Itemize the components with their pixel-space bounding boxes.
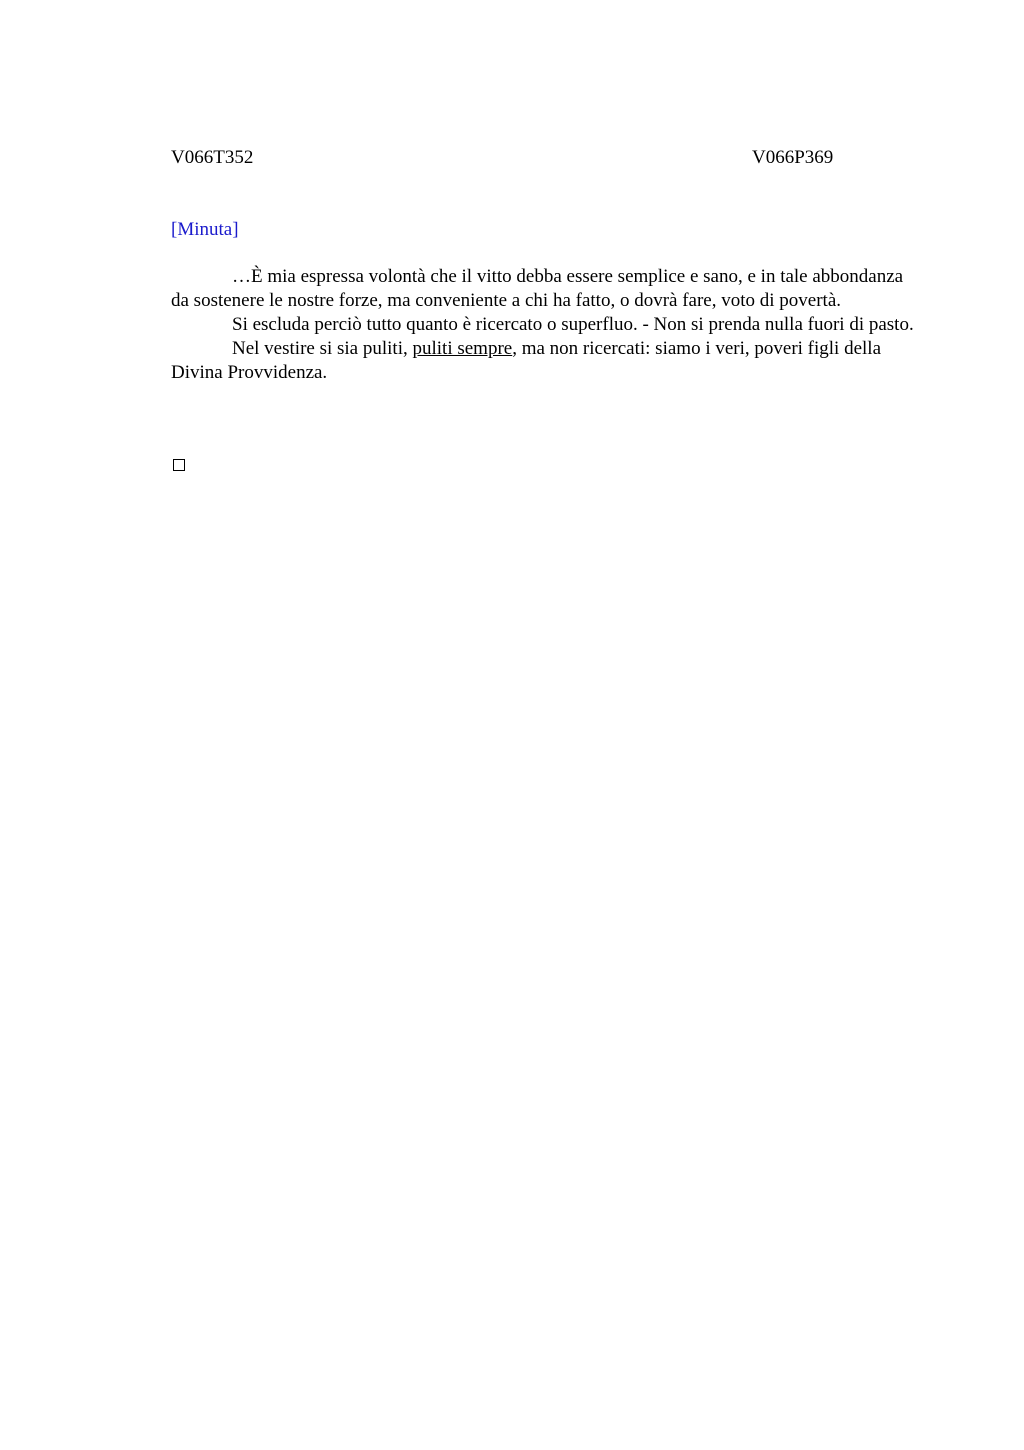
document-code-left: V066T352 [171, 147, 254, 168]
paragraph-2: Si escluda perciò tutto quanto è ricercato o superfluo. - Non si prenda nulla fuori di pasto. [232, 314, 914, 335]
paragraph-3 [171, 337, 923, 385]
paragraph-3-end: , ma non ricercati: siamo i veri, poveri figli della Divina Provvidenza. [171, 338, 882, 383]
paragraph-3-start: Nel vestire si sia puliti, [232, 338, 413, 359]
paragraph-1: …È mia espressa volontà che il vitto debba essere semplice e sano, e in tale abbondanza da sostenere le nostre forze, ma conveniente a chi ha fatto, o dovrà fare, voto di povertà. [171, 266, 904, 311]
underlined-phrase: puliti sempre [412, 338, 513, 359]
empty-square-icon [173, 459, 185, 471]
document-code-right: V066P369 [752, 147, 834, 168]
document-body [171, 265, 923, 385]
section-label: [Minuta] [171, 219, 239, 240]
